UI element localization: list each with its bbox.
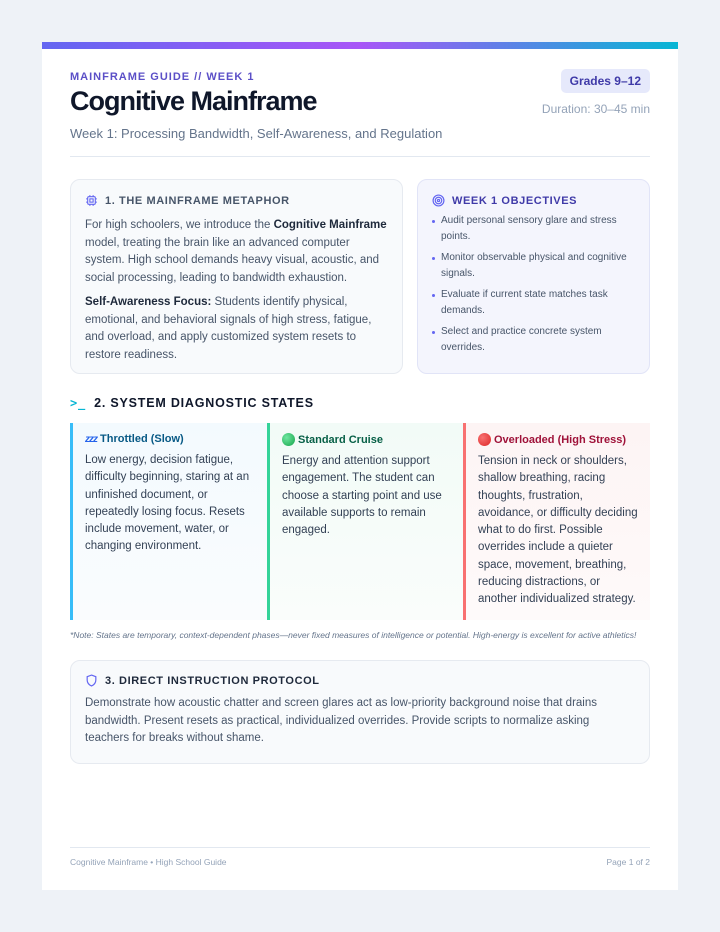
diagnostics-section-heading (70, 396, 650, 410)
state-description: Low energy, decision fatigue, difficulty beginning, staring at an unfinished document, or repeatedly losing focus. Resets include movement, water, or changing environment. (85, 454, 250, 553)
green-circle-icon (282, 433, 295, 446)
shield-icon (85, 674, 98, 687)
protocol-card (70, 660, 650, 764)
state-title: Throttled (Slow) (100, 433, 184, 445)
state-title: Overloaded (High Stress) (494, 433, 627, 446)
metaphor-card (70, 179, 403, 374)
protocol-heading: 3. DIRECT INSTRUCTION PROTOCOL (105, 674, 320, 687)
state-description: Energy and attention support engagement. The student can choose a starting point and use available supports to remain engaged. (282, 455, 442, 537)
state-card-cruise (267, 423, 463, 620)
metaphor-paragraph-2: Self-Awareness Focus: Students identify physical, emotional, and behavioral signals of high stress, fatigue, and overload, and apply customized system resets to restore readiness. (85, 296, 372, 361)
page-title: Cognitive Mainframe (70, 86, 317, 116)
list-item: Evaluate if current state matches task demands. (432, 287, 635, 319)
page-footer (70, 847, 650, 867)
objectives-card (417, 179, 650, 374)
state-title: Standard Cruise (298, 433, 383, 446)
diagnostics-heading: 2. SYSTEM DIAGNOSTIC STATES (94, 396, 314, 410)
eyebrow-label: MAINFRAME GUIDE // WEEK 1 (70, 71, 255, 83)
objectives-heading: WEEK 1 OBJECTIVES (452, 194, 578, 207)
guide-page (42, 42, 678, 890)
duration-label: Duration: 30–45 min (541, 102, 650, 116)
metaphor-heading: 1. THE MAINFRAME METAPHOR (105, 194, 290, 207)
cpu-chip-icon (85, 194, 98, 207)
objectives-list (432, 213, 635, 356)
header-divider (70, 156, 650, 157)
list-item: Select and practice concrete system overrides. (432, 324, 635, 356)
red-circle-icon (478, 433, 491, 446)
state-card-throttled (70, 423, 267, 620)
page-number: Page 1 of 2 (606, 857, 650, 867)
state-card-overloaded (463, 423, 650, 620)
terminal-icon: >_ (70, 396, 87, 410)
target-icon (432, 194, 445, 207)
gradient-top-bar (42, 42, 678, 49)
footer-title: Cognitive Mainframe • High School Guide (70, 857, 227, 867)
metaphor-paragraph-1: For high schoolers, we introduce the Cognitive Mainframe model, treating the brain like an advanced computer system. High school demands heavy visual, acoustic, and social processing, leading to bandwidth exhaustion. (85, 219, 387, 284)
zzz-icon: zzz (85, 433, 97, 445)
diagnostic-states (70, 423, 650, 620)
states-note: *Note: States are temporary, context-dependent phases—never fixed measures of intelligence or potential. High-energy is excellent for active athletics! (70, 630, 637, 640)
list-item: Monitor observable physical and cognitive signals. (432, 250, 635, 282)
protocol-body: Demonstrate how acoustic chatter and screen glares act as low-priority background noise that drains bandwidth. Present resets as practical, individualized overrides. Provide scripts to normalize asking teachers for breaks without shame. (85, 697, 598, 744)
page-subtitle: Week 1: Processing Bandwidth, Self-Awareness, and Regulation (70, 126, 443, 141)
list-item: Audit personal sensory glare and stress points. (432, 213, 635, 245)
grade-badge: Grades 9–12 (561, 69, 650, 93)
state-description: Tension in neck or shoulders, shallow breathing, racing thoughts, frustration, avoidance, or difficulty deciding what to do first. Possible overrides include a quieter space, movement, breathing, reducing distractions, or another individualized strategy. (478, 455, 638, 606)
